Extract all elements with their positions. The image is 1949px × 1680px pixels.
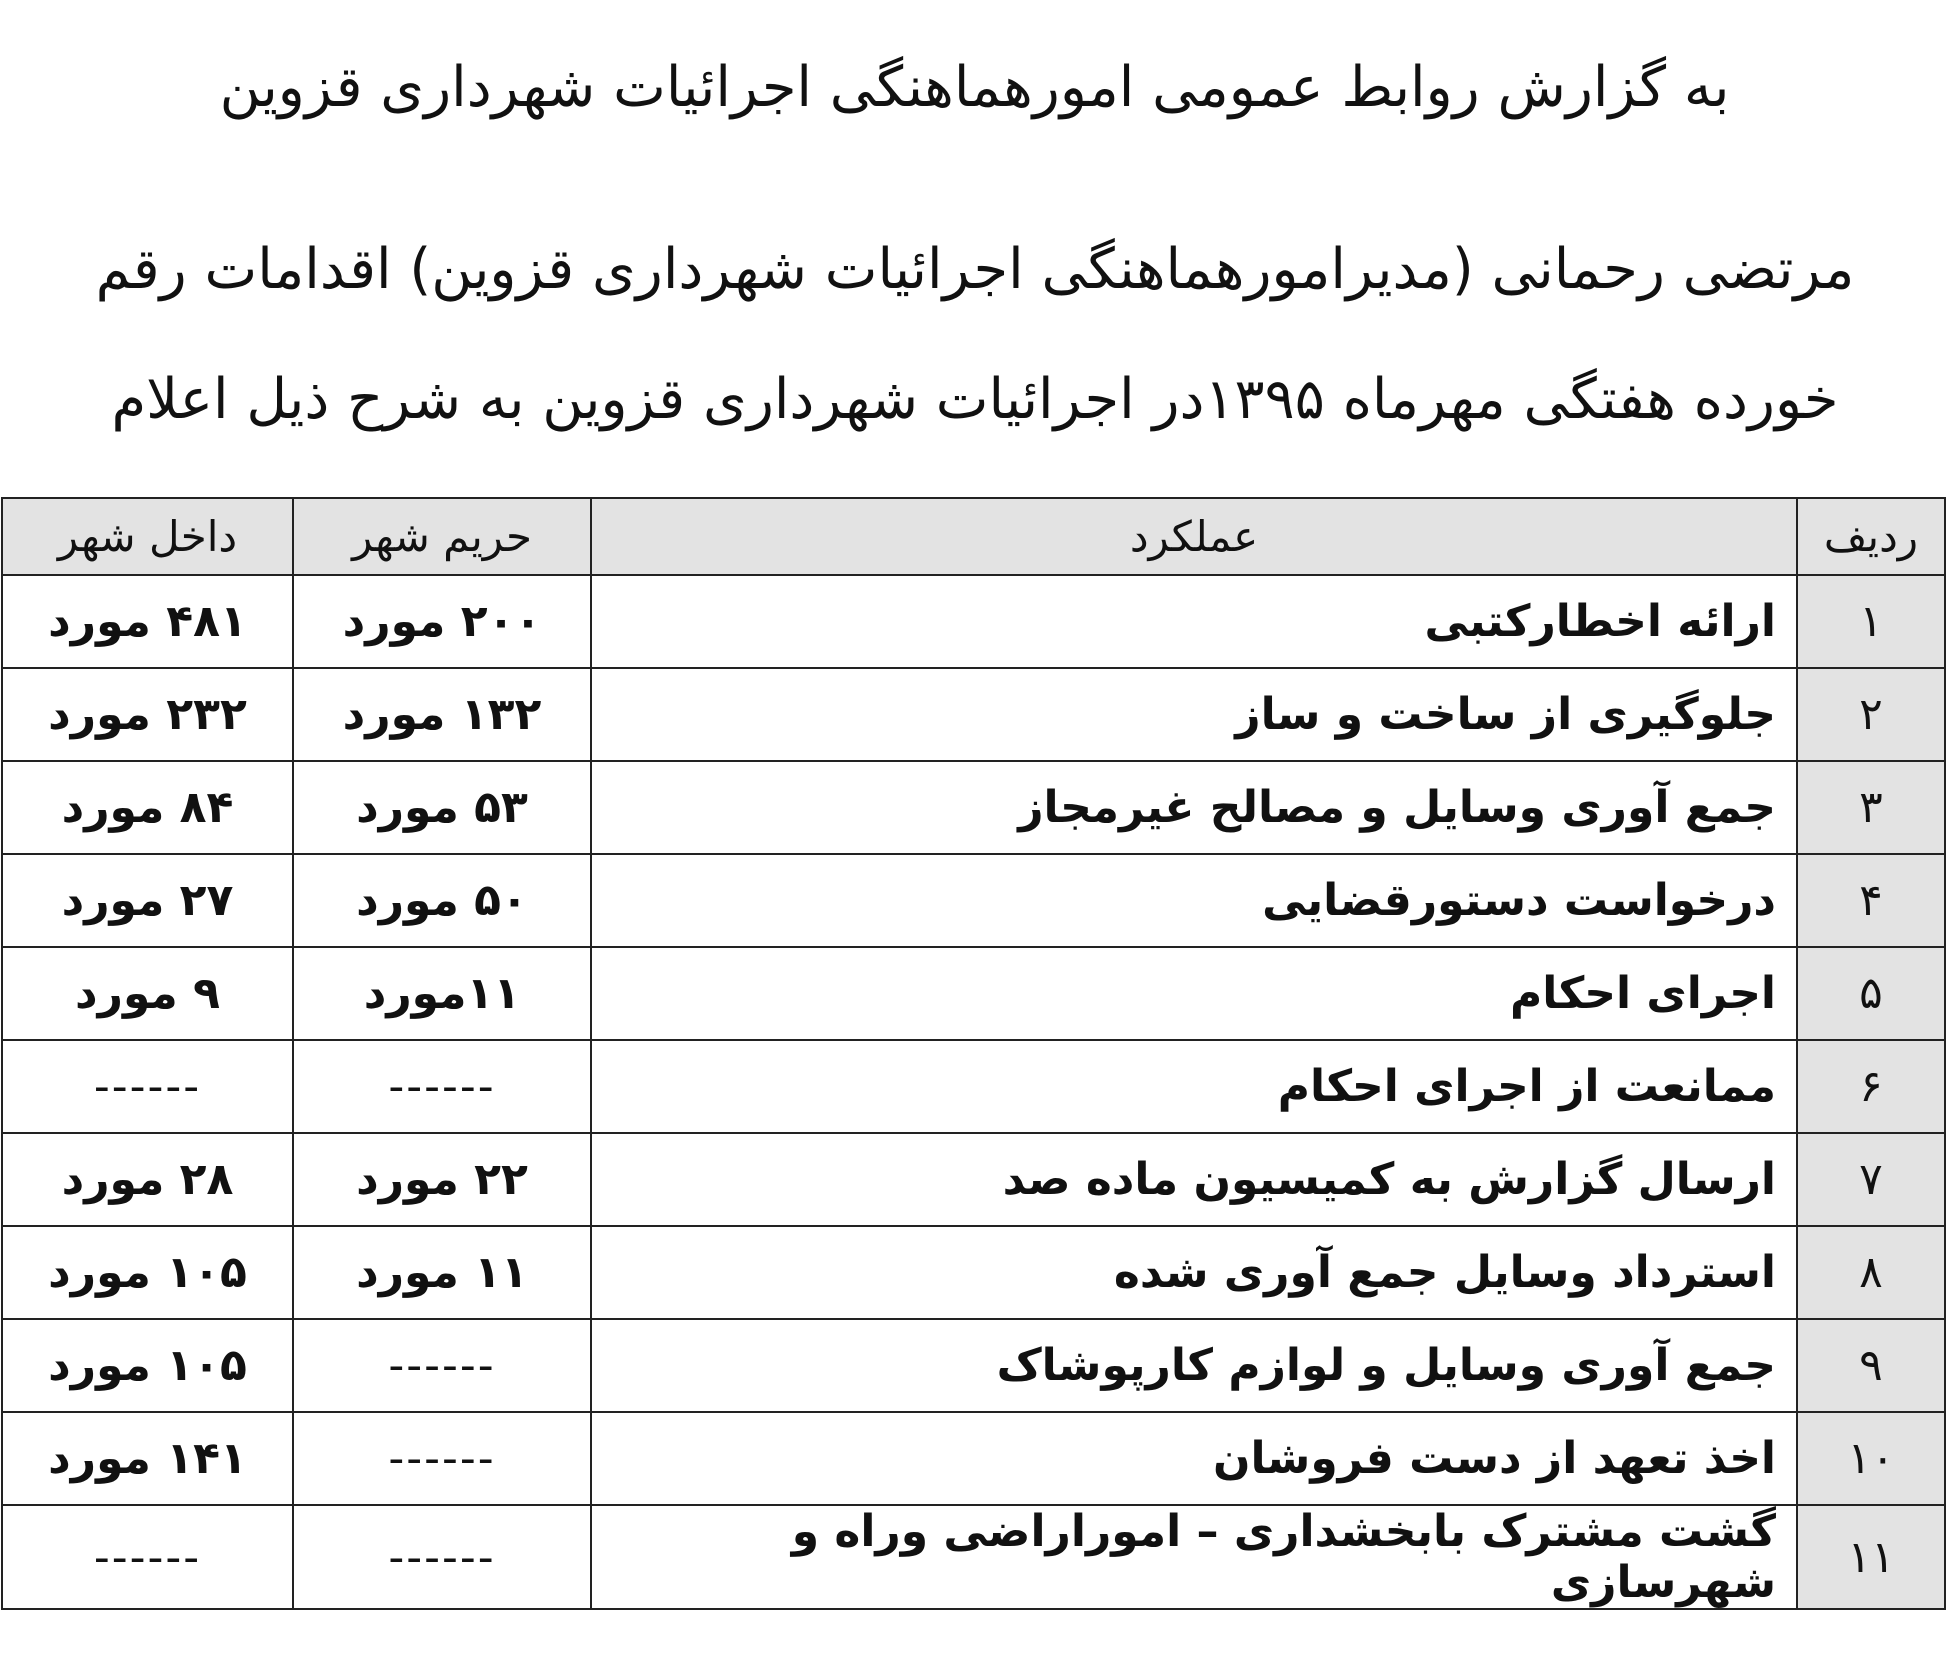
row-outskirts-count: ۲۰۰ مورد xyxy=(293,575,591,668)
row-task: درخواست دستورقضایی xyxy=(591,854,1797,947)
row-inside-count: ۱۰۵ مورد xyxy=(2,1319,293,1412)
row-task: ارسال گزارش به کمیسیون ماده صد xyxy=(591,1133,1797,1226)
row-outskirts-count: ۱۳۲ مورد xyxy=(293,668,591,761)
row-inside-count: ۴۸۱ مورد xyxy=(2,575,293,668)
row-number: ۱ xyxy=(1797,575,1945,668)
table-row xyxy=(2,1505,1945,1609)
table-row xyxy=(2,1412,1945,1505)
intro-paragraph: مرتضی رحمانی (مدیرامورهماهنگی اجرائیات شهرداری قزوین) اقدامات رقم خورده هفتگی مهرماه ۱۳۹۵در اجرائیات شهرداری قزوین به شرح ذیل اعلام xyxy=(95,237,1855,432)
row-outskirts-count: ۵۰ مورد xyxy=(293,854,591,947)
table-row xyxy=(2,1226,1945,1319)
row-inside-count: ۱۴۱ مورد xyxy=(2,1412,293,1505)
table-body xyxy=(2,575,1945,1609)
row-task: ارائه اخطارکتبی xyxy=(591,575,1797,668)
row-number: ۴ xyxy=(1797,854,1945,947)
row-inside-count: ۸۴ مورد xyxy=(2,761,293,854)
row-number: ۱۰ xyxy=(1797,1412,1945,1505)
row-number: ۵ xyxy=(1797,947,1945,1040)
table-row xyxy=(2,668,1945,761)
table-row xyxy=(2,854,1945,947)
performance-table xyxy=(1,497,1946,1610)
row-inside-count: ۹ مورد xyxy=(2,947,293,1040)
col-header-city-inside: داخل شهر xyxy=(2,498,293,575)
row-number: ۶ xyxy=(1797,1040,1945,1133)
table-header-row xyxy=(2,498,1945,575)
row-inside-count: ۲۸ مورد xyxy=(2,1133,293,1226)
row-number: ۹ xyxy=(1797,1319,1945,1412)
row-number: ۳ xyxy=(1797,761,1945,854)
row-outskirts-count: ------ xyxy=(293,1505,591,1609)
row-inside-count: ------ xyxy=(2,1505,293,1609)
row-task: جمع آوری وسایل و لوازم کارپوشاک xyxy=(591,1319,1797,1412)
table-row xyxy=(2,1133,1945,1226)
col-header-city-outskirts: حریم شهر xyxy=(293,498,591,575)
row-task: اخذ تعهد از دست فروشان xyxy=(591,1412,1797,1505)
table-row xyxy=(2,1319,1945,1412)
table-row xyxy=(2,947,1945,1040)
row-outskirts-count: ۱۱مورد xyxy=(293,947,591,1040)
table-row xyxy=(2,575,1945,668)
col-header-row-number: ردیف xyxy=(1797,498,1945,575)
row-inside-count: ۲۳۲ مورد xyxy=(2,668,293,761)
row-number: ۲ xyxy=(1797,668,1945,761)
table-row xyxy=(2,761,1945,854)
row-outskirts-count: ------ xyxy=(293,1412,591,1505)
row-task: اجرای احکام xyxy=(591,947,1797,1040)
table-row xyxy=(2,1040,1945,1133)
row-number: ۱۱ xyxy=(1797,1505,1945,1609)
row-outskirts-count: ------ xyxy=(293,1319,591,1412)
row-outskirts-count: ۵۳ مورد xyxy=(293,761,591,854)
row-task: جلوگیری از ساخت و ساز xyxy=(591,668,1797,761)
row-inside-count: ۱۰۵ مورد xyxy=(2,1226,293,1319)
report-heading: به گزارش روابط عمومی امورهماهنگی اجرائیات شهرداری قزوین xyxy=(219,55,1730,120)
row-task: استرداد وسایل جمع آوری شده xyxy=(591,1226,1797,1319)
row-outskirts-count: ۲۲ مورد xyxy=(293,1133,591,1226)
row-outskirts-count: ۱۱ مورد xyxy=(293,1226,591,1319)
row-task: جمع آوری وسایل و مصالح غیرمجاز xyxy=(591,761,1797,854)
row-outskirts-count: ------ xyxy=(293,1040,591,1133)
row-inside-count: ------ xyxy=(2,1040,293,1133)
row-number: ۷ xyxy=(1797,1133,1945,1226)
col-header-performance: عملکرد xyxy=(591,498,1797,575)
row-inside-count: ۲۷ مورد xyxy=(2,854,293,947)
row-number: ۸ xyxy=(1797,1226,1945,1319)
row-task: ممانعت از اجرای احکام xyxy=(591,1040,1797,1133)
row-task: گشت مشترک بابخشداری – اموراراضی وراه و شهرسازی xyxy=(591,1505,1797,1609)
